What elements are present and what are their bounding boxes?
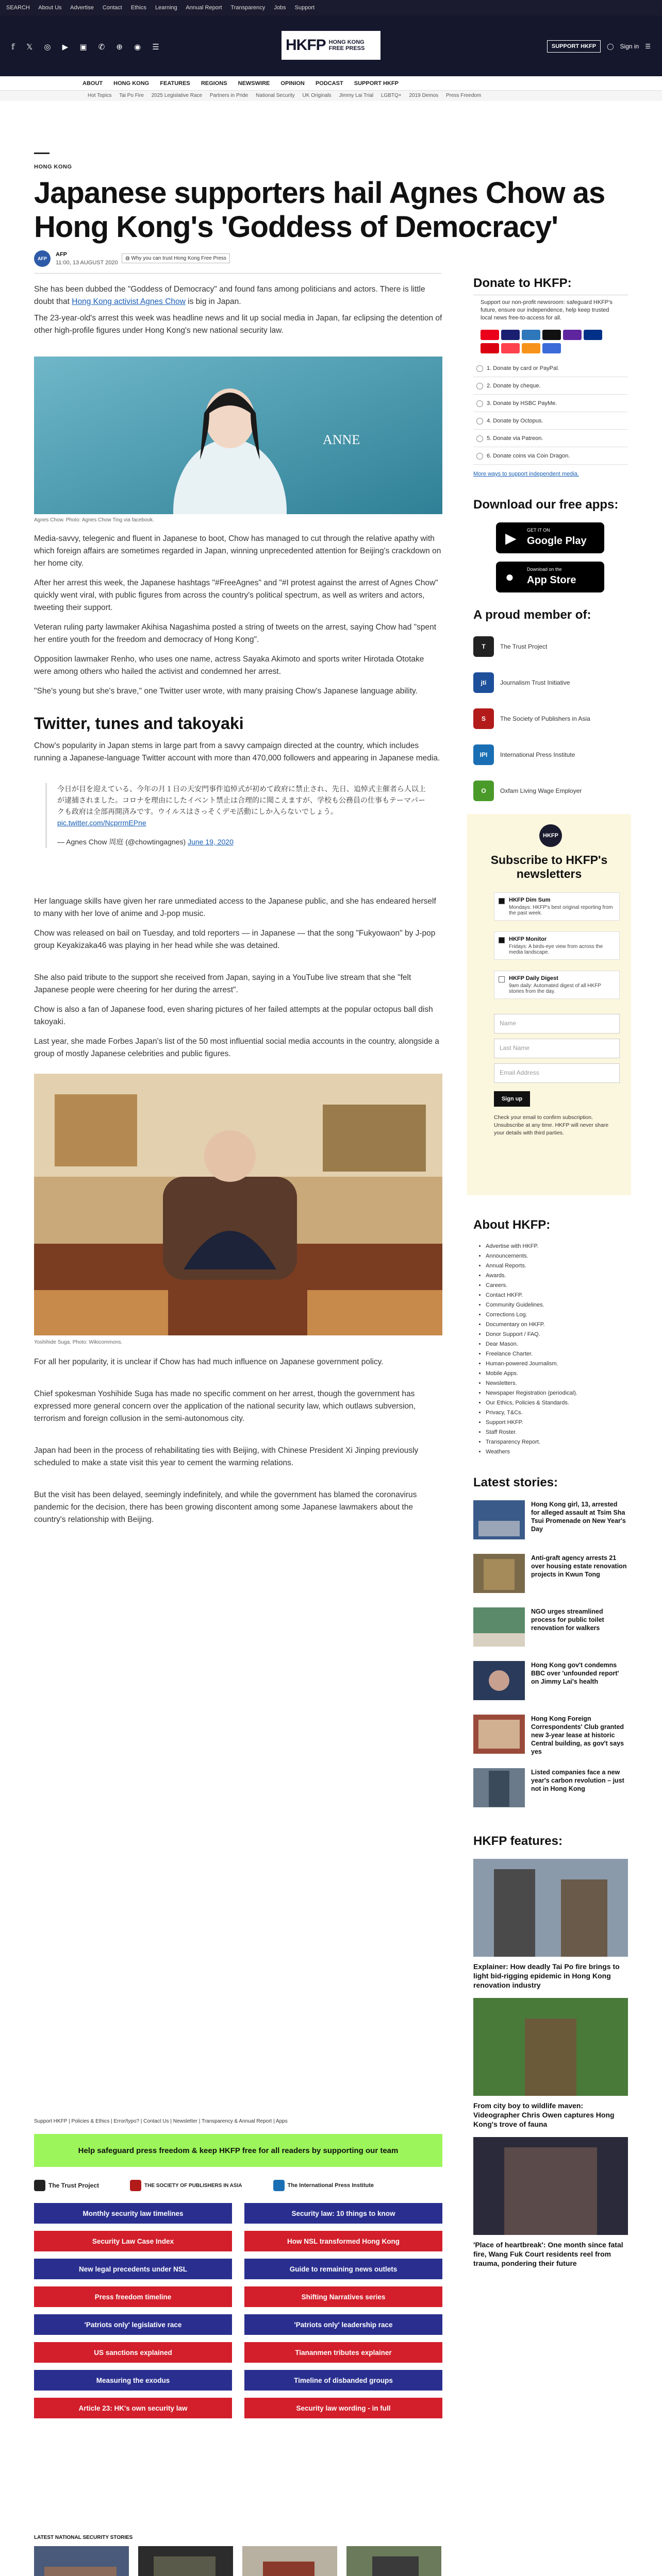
newsletter-option-dimsum[interactable]: HKFP Dim Sum Mondays: HKFP's best original reporting from the past week. [494, 892, 620, 921]
nav-regions[interactable]: REGIONS [201, 80, 227, 87]
checkbox-unchecked[interactable] [499, 976, 505, 982]
member-sopa[interactable]: S The Society of Publishers in Asia [473, 703, 628, 735]
story-thumbnail [138, 2546, 233, 2576]
paragraph: Chow is also a fan of Japanese food, even sharing pictures of her failed attempts at the popular octopus ball dish takoyaki. [34, 1005, 433, 1026]
embedded-tweet [45, 783, 427, 848]
logo-subtitle: HONG KONG FREE PRESS [328, 39, 365, 52]
main-nav [0, 76, 662, 91]
topbar-annual-report[interactable]: Annual Report [186, 5, 222, 11]
story-title: Hong Kong gov't condemns BBC over 'unfounded report' on Jimmy Lai's health [531, 1662, 619, 1685]
site-header [0, 15, 662, 76]
article-title: Japanese supporters hail Agnes Chow as Hong Kong's 'Goddess of Democracy' [34, 176, 605, 244]
proud-member-heading: A proud member of: [473, 608, 591, 622]
header-divider [34, 273, 441, 274]
latest-story[interactable] [473, 1768, 628, 1820]
nav-podcast[interactable]: PODCAST [315, 80, 343, 87]
paragraph: Veteran ruling party lawmaker Akihisa Nagashima posted a string of tweets on the arrest, saying Chow had "spent her entire youth for the freedom and democracy of Hong Kong". [34, 623, 437, 644]
signin-link[interactable]: Sign in [620, 43, 639, 50]
svg-text:ANNE: ANNE [323, 432, 360, 447]
payment-logos [481, 330, 621, 355]
nav-hong-kong[interactable]: HONG KONG [113, 80, 150, 87]
nsl-story[interactable] [138, 2546, 233, 2576]
feature-title: From city boy to wildlife maven: Videographer Chris Owen captures Hong Kong's trove of fauna [473, 2102, 615, 2128]
top-utility-bar [0, 0, 662, 15]
subnav-item[interactable]: National Security [256, 93, 295, 98]
newsletter-heading: Subscribe to HKFP's newsletters [490, 853, 608, 880]
tweet-attribution: — Agnes Chow 周庭 (@chowtingagnes) June 19, 2020 [57, 838, 234, 846]
about-link[interactable]: • Donor Support / FAQ. [486, 1330, 577, 1340]
explainer-button[interactable]: Security law: 10 things to know [244, 2203, 442, 2224]
subnav-item[interactable]: 2025 Legislative Race [151, 93, 203, 98]
about-link[interactable]: • Mobile Apps. [486, 1369, 577, 1379]
article-footer-links[interactable]: Support HKFP | Policies & Ethics | Error/typo? | Contact Us | Newsletter | Transparency & Annual Report | Apps [34, 2119, 288, 2124]
section-heading: Twitter, tunes and takoyaki [34, 714, 244, 733]
signup-button[interactable]: Sign up [494, 1091, 530, 1107]
subnav-item[interactable]: 2019 Demos [409, 93, 439, 98]
nav-newswire[interactable]: NEWSWIRE [238, 80, 270, 87]
topbar-about[interactable]: About Us [38, 5, 62, 11]
explainer-button[interactable]: US sanctions explained [34, 2342, 232, 2363]
about-link[interactable]: • Annual Reports. [486, 1261, 577, 1271]
donate-blurb: Support our non-profit newsroom: safeguard HKFP's future, ensure our independence, help keep trusted local news free-to-access for all. [481, 299, 613, 321]
social-icons[interactable]: 𝕗 𝕏 ◎ ▶ ▣ ✆ ⊕ ◉ ☰ [11, 43, 164, 52]
subnav-item[interactable]: Tai Po Fire [119, 93, 144, 98]
about-link[interactable]: • Staff Roster. [486, 1428, 577, 1437]
story-title: NGO urges streamlined process for public toilet renovation for walkers [531, 1608, 604, 1632]
topbar-search[interactable]: SEARCH [6, 5, 30, 11]
latest-story[interactable] [473, 1607, 628, 1659]
newsletter-note: Check your email to confirm subscription. Unsubscribe at any time. HKFP will never share your details with third parties. [494, 1114, 609, 1136]
paragraph: Chow's popularity in Japan stems in large part from a savvy campaign directed at the country, which includes running a Japanese-language Twitter account with more than 470,000 followers and appearing in Japanese media. [34, 741, 440, 762]
about-link[interactable]: • Support HKFP. [486, 1418, 577, 1428]
story-thumbnail [473, 1500, 525, 1539]
topbar-advertise[interactable]: Advertise [70, 5, 94, 11]
member-trust-project[interactable]: T The Trust Project [473, 631, 628, 663]
trust-badge[interactable]: ◍ Why you can trust Hong Kong Free Press [122, 253, 230, 263]
story-title: Anti-graft agency arrests 21 over housing estate renovation projects in Kwun Tong [531, 1554, 627, 1578]
byline [34, 250, 343, 271]
donate-card-paypal[interactable]: 1. Donate by card or PayPal. [473, 360, 628, 377]
nav-features[interactable]: FEATURES [160, 80, 190, 87]
about-link[interactable]: • Awards. [486, 1271, 577, 1281]
trust-project-icon: T [473, 636, 494, 657]
explainer-button[interactable]: Timeline of disbanded groups [244, 2370, 442, 2391]
nsl-story[interactable] [242, 2546, 337, 2576]
about-link[interactable]: • Human-powered Journalism. [486, 1359, 577, 1369]
features-heading: HKFP features: [473, 1834, 562, 1848]
latest-story[interactable] [473, 1661, 628, 1713]
about-link[interactable]: • Our Ethics, Policies & Standards. [486, 1398, 577, 1408]
explainer-button[interactable]: Monthly security law timelines [34, 2203, 232, 2224]
paragraph: "She's young but she's brave," one Twitter user wrote, with many praising Chow's Japanese language ability. [34, 687, 418, 696]
about-link[interactable]: • Weathers [486, 1447, 577, 1457]
ipi-icon: IPI [473, 744, 494, 765]
paragraph: But the visit has been delayed, seemingly indefinitely, and while the government has blamed the coronavirus pandemic for the decision, there has been growing discontent among some Japanese lawmakers about the country's relationship with Beijing. [34, 1490, 417, 1524]
feature-title: Explainer: How deadly Tai Po fire brings to light bid-rigging epidemic in Hong Kong renovation industry [473, 1962, 620, 1989]
subnav-item[interactable]: Partners in Pride [209, 93, 249, 98]
subnav-item[interactable]: LGBTQ+ [380, 93, 402, 98]
logo-wordmark: HKFP [286, 37, 326, 54]
support-banner[interactable]: Help safeguard press freedom & keep HKFP free for all readers by supporting our team [34, 2134, 442, 2167]
story-thumbnail [473, 1661, 525, 1700]
topbar-contact[interactable]: Contact [102, 5, 122, 11]
feature-image [473, 2137, 628, 2235]
nav-opinion[interactable]: OPINION [280, 80, 305, 87]
explainer-button[interactable]: How NSL transformed Hong Kong [244, 2231, 442, 2251]
explainer-button[interactable]: Shifting Narratives series [244, 2286, 442, 2307]
sopa-icon: S [473, 708, 494, 729]
nsl-story[interactable] [34, 2546, 129, 2576]
kicker-divider [34, 152, 49, 154]
paragraph: After her arrest this week, the Japanese hashtags "#FreeAgnes" and "#I protest against the arrest of Agnes Chow" quickly went viral, with public figures from across the country's political spectrum, as well as writers and actors, tweeting their support. [34, 579, 438, 612]
subnav-item[interactable]: Press Freedom [445, 93, 482, 98]
about-link[interactable]: • Careers. [486, 1281, 577, 1291]
about-link[interactable]: • Contact HKFP. [486, 1291, 577, 1300]
newsletter-option-monitor[interactable]: HKFP Monitor Fridays: A birds-eye view from across the media landscape. [494, 931, 620, 960]
story-thumbnail [473, 1768, 525, 1807]
paragraph: Chow was released on bail on Tuesday, and told reporters — in Japanese — that the song "Fukyowaon" by J-pop group Keyakizaka46 was playing in her head while she was detained. [34, 929, 436, 950]
member-oxfam[interactable]: O Oxfam Living Wage Employer [473, 775, 628, 807]
feature-image [473, 1998, 628, 2096]
trust-logos [34, 2176, 442, 2195]
yoshihide-suga-photo [34, 1074, 442, 1335]
paragraph: Last year, she made Forbes Japan's list of the 50 most influential social media accounts in the country, alongside a group of mostly Japanese celebrities and public figures. [34, 1037, 439, 1058]
site-logo[interactable] [282, 31, 380, 60]
article-category[interactable]: HONG KONG [34, 164, 72, 170]
hkfp-badge-icon: HKFP [539, 824, 562, 847]
feature-title: 'Place of heartbreak': One month since fatal fire, Wang Fuk Court residents reel from trauma, pondering their future [473, 2241, 623, 2267]
about-link[interactable]: • Documentary on HKFP. [486, 1320, 577, 1330]
paragraph: For all her popularity, it is unclear if Chow has had much influence on Japanese government policy. [34, 1358, 384, 1366]
donate-octopus[interactable]: 4. Donate by Octopus. [473, 412, 628, 430]
nav-about[interactable]: ABOUT [82, 80, 103, 87]
jti-icon: jti [473, 672, 494, 693]
explainer-button[interactable]: Press freedom timeline [34, 2286, 232, 2307]
about-link[interactable]: • Privacy, T&Cs. [486, 1408, 577, 1418]
name-field[interactable]: Name [494, 1014, 620, 1033]
publish-date: 11:00, 13 AUGUST 2020 [56, 260, 118, 266]
explainer-button[interactable]: Security Law Case Index [34, 2231, 232, 2251]
explainer-button[interactable]: Tiananmen tributes explainer [244, 2342, 442, 2363]
oxfam-icon: O [473, 781, 494, 801]
topbar-jobs[interactable]: Jobs [274, 5, 286, 11]
story-thumbnail [242, 2546, 337, 2576]
nsl-heading: LATEST NATIONAL SECURITY STORIES [34, 2535, 133, 2540]
tweet-date-link[interactable]: June 19, 2020 [188, 838, 234, 846]
member-jti[interactable]: jti Journalism Trust Initiative [473, 667, 628, 699]
about-link[interactable]: • Community Guidelines. [486, 1300, 577, 1310]
checkbox-checked[interactable] [499, 937, 505, 943]
explainer-button[interactable]: Measuring the exodus [34, 2370, 232, 2391]
subnav-item[interactable]: Jimmy Lai Trial [339, 93, 374, 98]
nav-support[interactable]: SUPPORT HKFP [354, 80, 399, 87]
paragraph: She has been dubbed the "Goddess of Democracy" and found fans among politicians and actors. There is little doubt that Hong Kong activist Agnes Chow is big in Japan. [34, 285, 425, 306]
paragraph: Opposition lawmaker Renho, who uses one name, actress Sayaka Akimoto and sports writer Hirotada Ototake were among others who hailed the activist and condemned her arrest. [34, 655, 424, 676]
explainer-button[interactable]: New legal precedents under NSL [34, 2259, 232, 2279]
about-list [479, 1242, 577, 1457]
paragraph: Japan had been in the process of rehabilitating ties with Beijing, with Chinese President Xi Jinping previously scheduled to make a state visit this year to cement the warming relations. [34, 1446, 419, 1467]
menu-icon[interactable]: ☰ [645, 43, 651, 50]
photo-caption: Agnes Chow. Photo: Agnes Chow Ting via facebook. [34, 517, 154, 523]
subnav-item[interactable]: UK Originals [302, 93, 332, 98]
explainer-button[interactable]: 'Patriots only' legislative race [34, 2314, 232, 2335]
about-link[interactable]: • Newspaper Registration (periodical). [486, 1388, 577, 1398]
user-icon[interactable]: ◯ [607, 43, 614, 50]
paragraph: Chief spokesman Yoshihide Suga has made no specific comment on her arrest, though the government has expressed more general concern over the application of the national security law, which outlaws subversion, terrorism and foreign collusion in the semi-autonomous city. [34, 1389, 416, 1423]
about-link[interactable]: • Freelance Charter. [486, 1349, 577, 1359]
paragraph: She also paid tribute to the support she received from Japan, saying in a YouTube live stream that she "felt Japanese people were cheering for her during the arrest". [34, 973, 411, 994]
story-title: Hong Kong girl, 13, arrested for alleged assault at Tsim Sha Tsui Promenade on New Year's Day [531, 1501, 626, 1533]
latest-story[interactable] [473, 1500, 628, 1552]
more-ways-link[interactable]: More ways to support independent media. [473, 471, 579, 477]
explainer-button[interactable]: 'Patriots only' leadership race [244, 2314, 442, 2335]
sopa-logo[interactable]: THE SOCIETY OF PUBLISHERS IN ASIA [130, 2180, 242, 2191]
story-title: Hong Kong Foreign Correspondents' Club granted new 3-year lease at historic Central building, as gov't says yes [531, 1715, 624, 1755]
about-link[interactable]: • Announcements. [486, 1251, 577, 1261]
tweet-pic-link[interactable]: pic.twitter.com/NcprrmEPne [57, 819, 146, 827]
topbar-ethics[interactable]: Ethics [130, 5, 146, 11]
feature-image [473, 1859, 628, 1957]
member-ipi[interactable]: IPI International Press Institute [473, 739, 628, 771]
latest-heading: Latest stories: [473, 1476, 558, 1489]
apps-heading: Download our free apps: [473, 498, 619, 512]
donate-payme[interactable]: 3. Donate by HSBC PayMe. [473, 395, 628, 412]
explainer-button[interactable]: Guide to remaining news outlets [244, 2259, 442, 2279]
google-play-icon: ▶ [505, 530, 517, 546]
paragraph: The 23-year-old's arrest this week was headline news and lit up social media in Japan, far eclipsing the detention of other high-profile figures under Hong Kong's new national security law. [34, 314, 442, 335]
nsl-story[interactable] [346, 2546, 441, 2576]
donate-coin-dragon[interactable]: 6. Donate coins via Coin Dragon. [473, 447, 628, 465]
trust-project-logo[interactable]: The Trust Project [34, 2180, 99, 2191]
paragraph: Her language skills have given her rare unmediated access to the Japanese public, and she has endeared herself to many with her love of anime and J-pop music. [34, 897, 436, 918]
donate-cheque[interactable]: 2. Donate by cheque. [473, 377, 628, 395]
story-thumbnail [473, 1715, 525, 1754]
latest-story[interactable] [473, 1715, 628, 1766]
tweet-text: 今日が目を迎えている、今年の月１日の天安門事件追悼式が初めて政府に禁止され、先日、追悼式主催者ら人以上が逮捕されました。コロナを理由にしたイベント禁止は合理的に聞こえますが、学校も公務員の仕事もテーマパークも政府は全部再開済みです。ウイルスはさっそくデモ活動にしか入らないでしょう。 pic.twitter.com/NcprrmEPne [57, 785, 426, 827]
app-store-button[interactable]: ● Download on the App Store [496, 562, 604, 592]
story-thumbnail [34, 2546, 129, 2576]
donate-heading: Donate to HKFP: [473, 276, 572, 290]
story-thumbnail [473, 1554, 525, 1593]
about-heading: About HKFP: [473, 1218, 551, 1232]
donate-patreon[interactable]: 5. Donate via Patreon. [473, 430, 628, 447]
latest-story[interactable] [473, 1554, 628, 1605]
agnes-chow-photo [34, 357, 442, 514]
topbar-transparency[interactable]: Transparency [230, 5, 266, 11]
explainer-button[interactable]: Security law wording - in full [244, 2398, 442, 2418]
paragraph: Media-savvy, telegenic and fluent in Japanese to boot, Chow has managed to cut through the relative apathy with which foreign affairs are sometimes regarded in Japan, winning unprecedented attention for Beijing's crackdown on her home city. [34, 534, 441, 568]
about-link[interactable]: • Dear Mason. [486, 1340, 577, 1349]
newsletter-option-digest[interactable]: HKFP Daily Digest 9am daily: Automated digest of all HKFP stories from the day. [494, 971, 620, 999]
support-hkfp-button[interactable]: SUPPORT HKFP [547, 40, 601, 53]
topbar-learning[interactable]: Learning [155, 5, 177, 11]
last-name-field[interactable]: Last Name [494, 1039, 620, 1058]
email-field[interactable]: Email Address [494, 1063, 620, 1083]
hot-topics-nav [0, 91, 662, 101]
agnes-chow-link[interactable]: Hong Kong activist Agnes Chow [72, 297, 186, 306]
story-title: Listed companies face a new year's carbon revolution – just not in Hong Kong [531, 1769, 624, 1792]
ipi-logo[interactable]: The International Press Institute [273, 2180, 374, 2191]
topbar-support[interactable]: Support [294, 5, 315, 11]
about-link[interactable]: • Advertise with HKFP. [486, 1242, 577, 1251]
author-avatar: AFP [34, 250, 51, 267]
checkbox-checked[interactable] [499, 898, 505, 904]
explainer-button[interactable]: Article 23: HK's own security law [34, 2398, 232, 2418]
subnav-hot-topics: Hot Topics [88, 93, 112, 98]
story-thumbnail [473, 1607, 525, 1647]
about-link[interactable]: • Corrections Log. [486, 1310, 577, 1320]
author-name[interactable]: AFP [56, 251, 67, 258]
apple-icon: ● [505, 569, 514, 585]
google-play-button[interactable]: ▶ GET IT ON Google Play [496, 522, 604, 553]
photo-caption: Yoshihide Suga. Photo: Wikicommons. [34, 1340, 123, 1345]
about-link[interactable]: • Transparency Report. [486, 1437, 577, 1447]
story-thumbnail [346, 2546, 441, 2576]
about-link[interactable]: • Newsletters. [486, 1379, 577, 1388]
